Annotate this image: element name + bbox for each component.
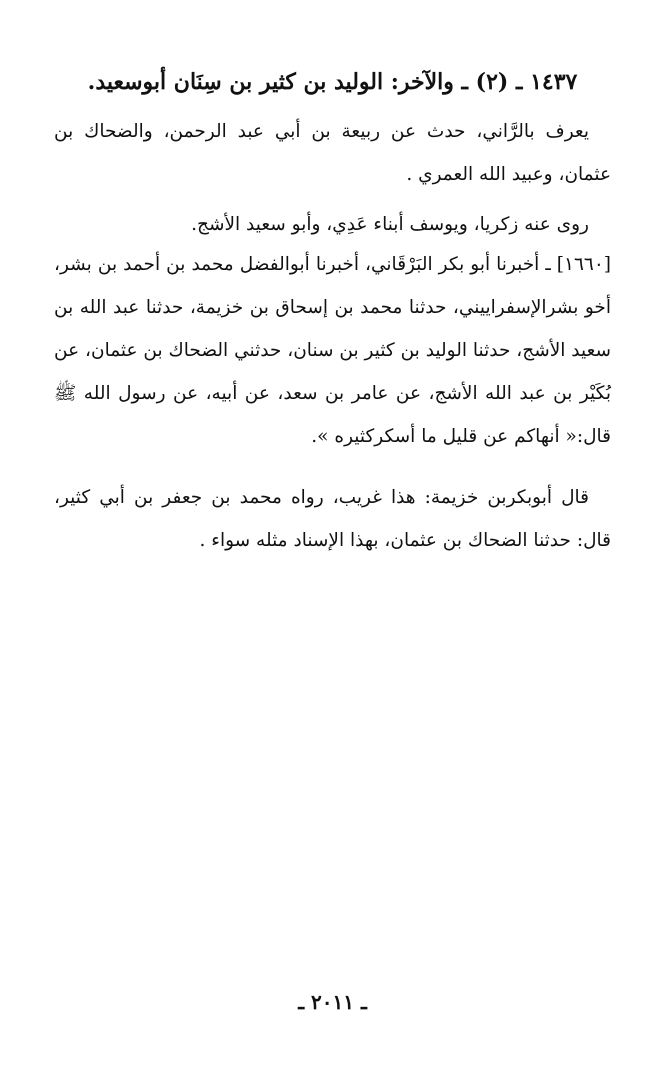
entry-heading: ١٤٣٧ ـ (٢) ـ والآخر: الوليد بن كثير بن سِنَان أبوسعيد. bbox=[87, 69, 578, 95]
paragraph-hadith: [١٦٦٠] ـ أخبرنا أبو بكر البَرْقَاني، أخبرنا أبوالفضل محمد بن أحمد بن بشر، أخو بشرالإسفراييني، حدثنا محمد بن إسحاق بن خزيمة، حدثنا عبد الله بن سعيد الأشج، حدثنا الوليد بن كثير بن سنان، حدثني الضحاك بن عثمان، عن بُكَيْر بن عبد الله الأشج، عن عامر بن سعد، عن أبيه، عن رسول الله ﷺ قال:« أنهاكم عن قليل ما أسكركثيره ». bbox=[54, 254, 611, 447]
paragraph-biography: يعرف بالرَّاني، حدث عن ربيعة بن أبي عبد الرحمن، والضحاك بن عثمان، وعبيد الله العمري . bbox=[54, 121, 611, 185]
paragraph-commentary: قال أبوبكربن خزيمة: هذا غريب، رواه محمد بن جعفر بن أبي كثير، قال: حدثنا الضحاك بن عثمان، بهذا الإسناد مثله سواء . bbox=[54, 487, 611, 551]
page-number: ـ ٢٠١١ ـ bbox=[298, 990, 367, 1014]
paragraph-narrators: روى عنه زكريا، ويوسف أبناء عَدِي، وأبو سعيد الأشج. bbox=[191, 214, 589, 235]
